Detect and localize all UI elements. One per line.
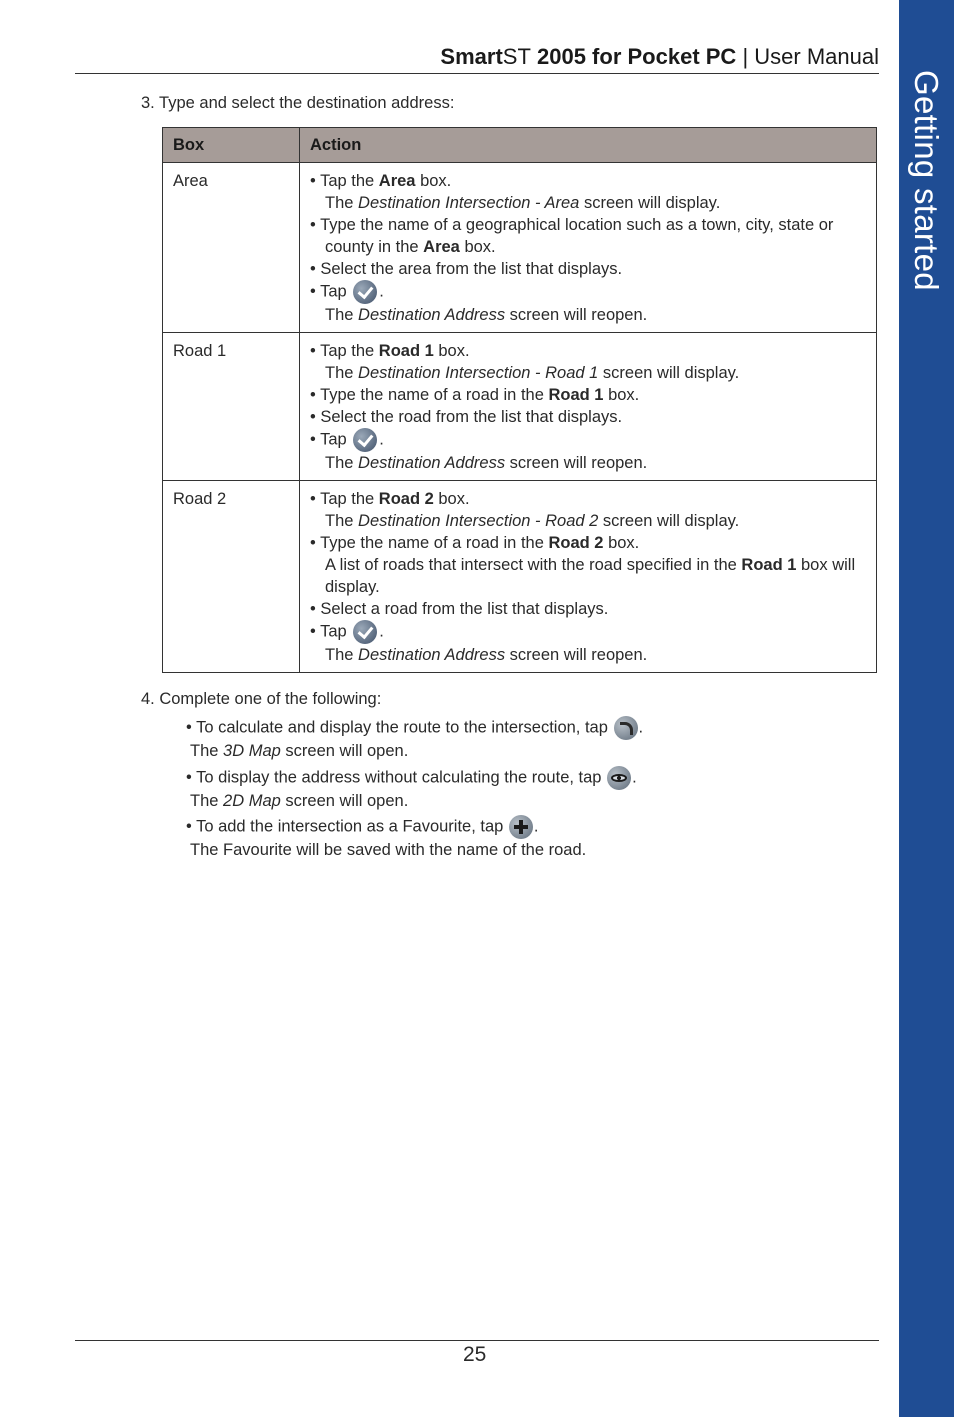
bullet-sub: The Destination Address screen will reopen.: [325, 306, 648, 324]
footer-rule: [75, 1340, 879, 1341]
plus-icon: [509, 815, 533, 839]
bullet-sub: The Destination Intersection - Road 1 screen will display.: [325, 364, 740, 382]
bullet-sub: The Destination Intersection - Road 2 screen will display.: [325, 512, 740, 530]
bullet: • Type the name of a road in the Road 1 box.: [310, 386, 640, 404]
table-row: [163, 333, 877, 481]
step-3: 3. Type and select the destination address:: [141, 94, 455, 112]
bullet-sub: The Destination Intersection - Area screen will display.: [325, 194, 721, 212]
brand-light: ST: [502, 44, 531, 69]
bullet-sub: A list of roads that intersect with the road specified in the Road 1 box will display.: [325, 556, 856, 596]
bullet: • Type the name of a road in the Road 2 box.: [310, 534, 640, 552]
box-cell: Road 2: [163, 481, 300, 673]
box-cell: Area: [163, 163, 300, 333]
checkmark-icon: [353, 280, 377, 304]
step-4: 4. Complete one of the following:: [141, 690, 382, 708]
option-item: • To display the address without calculating the route, tap . The 2D Map screen will open.: [186, 766, 637, 812]
bullet: • Tap the Area box.: [310, 172, 452, 190]
header-rule: [75, 73, 879, 74]
product-name: 2005 for Pocket PC: [530, 44, 737, 69]
bullet: • Type the name of a geographical location such as a town, city, state or county in the Area box.: [310, 216, 834, 256]
table-row: [163, 163, 877, 333]
page-number: 25: [463, 1343, 487, 1366]
action-cell: [300, 333, 877, 481]
bullet: • Tap .: [310, 620, 866, 644]
col-box-header: Box: [163, 128, 300, 163]
section-tab: [896, 0, 954, 1417]
bullet: • Tap .: [310, 280, 866, 304]
action-cell: [300, 163, 877, 333]
action-cell: [300, 481, 877, 673]
bullet-sub: The Destination Address screen will reopen.: [325, 646, 648, 664]
option-item: • To calculate and display the route to the intersection, tap . The 3D Map screen will open.: [186, 716, 643, 762]
doc-title: User Manual: [754, 44, 879, 69]
brand-bold: Smart: [440, 44, 503, 69]
route-icon: [614, 716, 638, 740]
bullet: • Select a road from the list that displays.: [310, 600, 609, 618]
box-cell: Road 1: [163, 333, 300, 481]
section-label: Getting started: [908, 70, 945, 291]
checkmark-icon: [353, 428, 377, 452]
bullet: • Tap .: [310, 428, 866, 452]
table-header-row: [163, 128, 877, 163]
running-header: [440, 44, 879, 70]
table-row: [163, 481, 877, 673]
col-action-header: Action: [300, 128, 877, 163]
bullet: • Tap the Road 2 box.: [310, 490, 470, 508]
bullet: • Select the road from the list that displays.: [310, 408, 623, 426]
eye-icon: [607, 766, 631, 790]
header-separator: |: [736, 44, 755, 69]
bullet-sub: The Destination Address screen will reopen.: [325, 454, 648, 472]
bullet: • Tap the Road 1 box.: [310, 342, 470, 360]
option-item: • To add the intersection as a Favourite, tap . The Favourite will be saved with the name of the road.: [186, 815, 586, 861]
bullet: • Select the area from the list that displays.: [310, 260, 623, 278]
checkmark-icon: [353, 620, 377, 644]
address-table: [162, 127, 877, 673]
